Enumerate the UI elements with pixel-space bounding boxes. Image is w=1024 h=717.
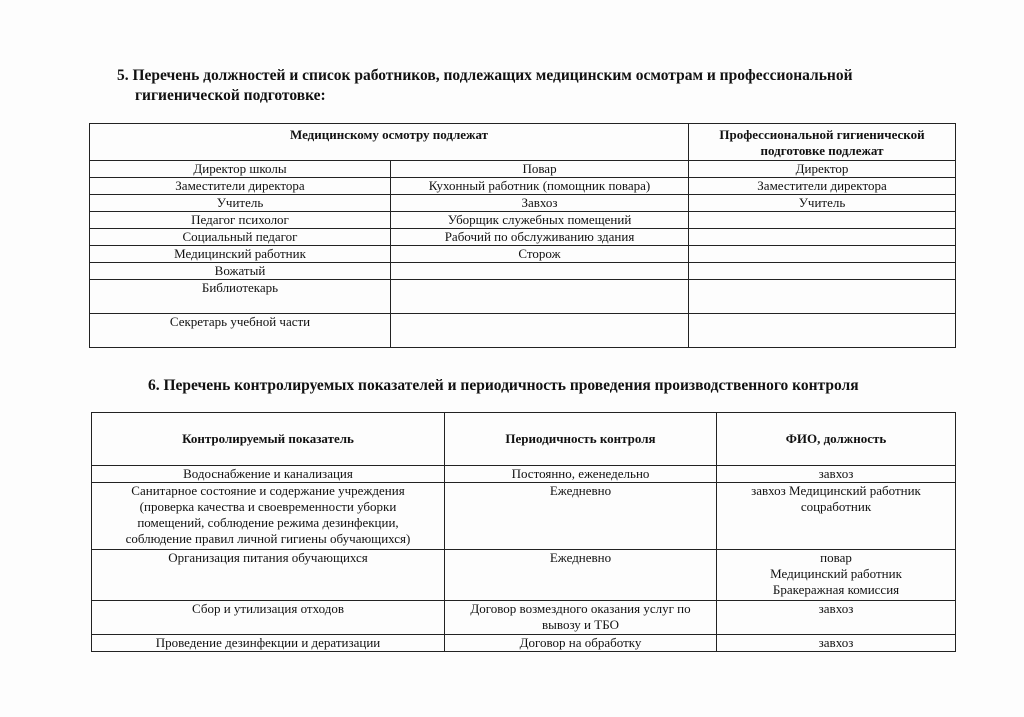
person-cell: завхоз Медицинский работник соцработник (717, 483, 956, 550)
table-row (90, 263, 956, 280)
staff-cell (391, 280, 689, 314)
table-row (90, 280, 956, 314)
header-hygiene-training: Профессиональной гигиенической подготовке подлежат (689, 124, 956, 161)
staff-cell: Сторож (391, 246, 689, 263)
staff-cell (689, 314, 956, 348)
table-row (90, 229, 956, 246)
staff-cell (689, 212, 956, 229)
staff-table-header-row (90, 124, 956, 161)
table-row (90, 161, 956, 178)
person-cell: завхоз (717, 466, 956, 483)
staff-cell: Уборщик служебных помещений (391, 212, 689, 229)
staff-cell: Учитель (689, 195, 956, 212)
indicator-cell: Проведение дезинфекции и дератизации (92, 635, 445, 652)
staff-cell: Повар (391, 161, 689, 178)
staff-cell (689, 229, 956, 246)
person-cell: завхоз (717, 635, 956, 652)
staff-cell: Педагог психолог (90, 212, 391, 229)
header-indicator: Контролируемый показатель (92, 413, 445, 466)
header-periodicity: Периодичность контроля (445, 413, 717, 466)
person-cell: завхоз (717, 601, 956, 635)
staff-cell: Кухонный работник (помощник повара) (391, 178, 689, 195)
header-person: ФИО, должность (717, 413, 956, 466)
header-medical-exam: Медицинскому осмотру подлежат (90, 124, 689, 161)
staff-cell: Медицинский работник (90, 246, 391, 263)
indicator-cell: Организация питания обучающихся (92, 550, 445, 601)
control-table (91, 412, 956, 652)
table-row (92, 601, 956, 635)
staff-cell: Секретарь учебной части (90, 314, 391, 348)
table-row (90, 246, 956, 263)
periodicity-cell: Постоянно, еженедельно (445, 466, 717, 483)
staff-cell (689, 263, 956, 280)
person-cell: повар Медицинский работник Бракеражная комиссия (717, 550, 956, 601)
staff-cell: Учитель (90, 195, 391, 212)
indicator-cell: Санитарное состояние и содержание учреждения (проверка качества и своевременности уборки помещений, соблюдение режима дезинфекции, соблюдение правил личной гигиены обучающихся) (92, 483, 445, 550)
table-row (92, 635, 956, 652)
staff-cell: Социальный педагог (90, 229, 391, 246)
section6-heading: 6. Перечень контролируемых показателей и периодичность проведения производственного контроля (148, 377, 859, 394)
staff-cell (391, 263, 689, 280)
staff-table (89, 123, 956, 348)
staff-cell: Заместители директора (689, 178, 956, 195)
staff-cell: Рабочий по обслуживанию здания (391, 229, 689, 246)
periodicity-cell: Договор возмездного оказания услуг по вывозу и ТБО (445, 601, 717, 635)
section5-heading-line1: 5. Перечень должностей и список работников, подлежащих медицинским осмотрам и профессиональной (117, 67, 853, 84)
table-row (90, 212, 956, 229)
table-row (90, 195, 956, 212)
staff-cell: Вожатый (90, 263, 391, 280)
table-row (92, 483, 956, 550)
periodicity-cell: Ежедневно (445, 483, 717, 550)
table-row (92, 466, 956, 483)
indicator-cell: Водоснабжение и канализация (92, 466, 445, 483)
periodicity-cell: Ежедневно (445, 550, 717, 601)
section5-heading-line2: гигиенической подготовке: (135, 87, 326, 104)
indicator-cell: Сбор и утилизация отходов (92, 601, 445, 635)
staff-cell: Заместители директора (90, 178, 391, 195)
table-row (90, 314, 956, 348)
staff-cell: Библиотекарь (90, 280, 391, 314)
table-row (90, 178, 956, 195)
control-table-header-row (92, 413, 956, 466)
staff-cell (689, 246, 956, 263)
staff-cell: Директор (689, 161, 956, 178)
periodicity-cell: Договор на обработку (445, 635, 717, 652)
staff-cell (391, 314, 689, 348)
staff-cell: Завхоз (391, 195, 689, 212)
staff-cell (689, 280, 956, 314)
staff-cell: Директор школы (90, 161, 391, 178)
table-row (92, 550, 956, 601)
